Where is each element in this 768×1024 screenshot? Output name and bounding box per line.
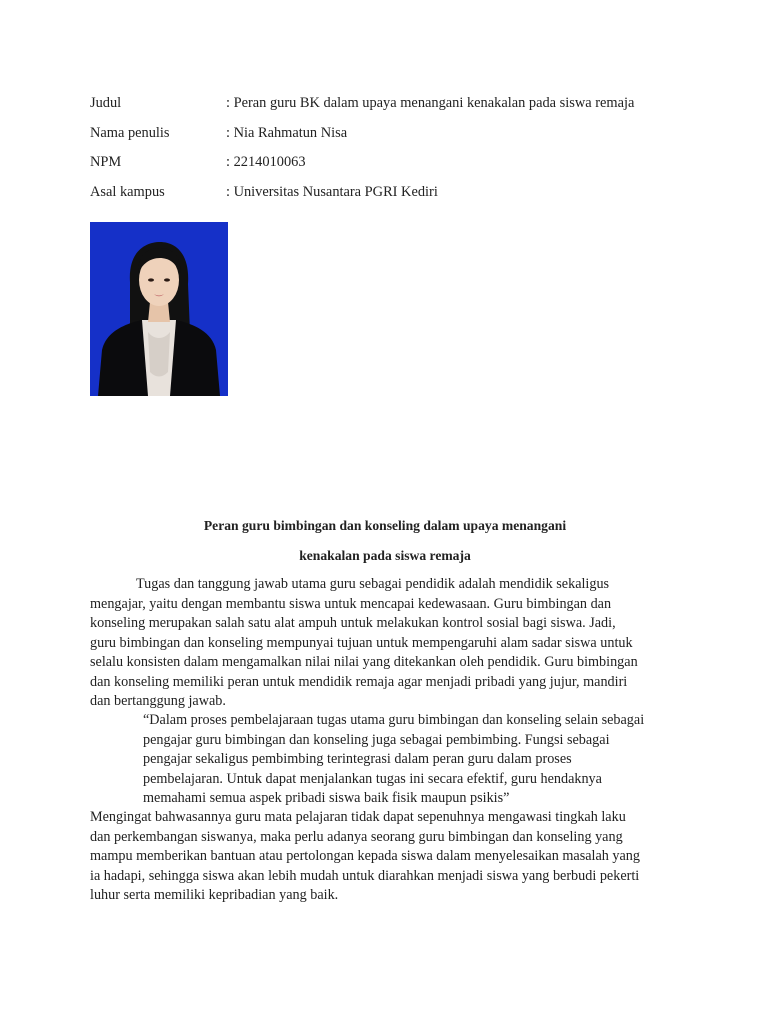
author-photo bbox=[90, 222, 228, 396]
article-title-line-2: kenakalan pada siswa remaja bbox=[299, 548, 471, 563]
paragraph-line: dan konseling memiliki peran untuk mendidik remaja agar menjadi pribadi yang jujur, mandiri bbox=[90, 673, 628, 690]
meta-label: Nama penulis bbox=[90, 124, 170, 141]
meta-value: : Universitas Nusantara PGRI Kediri bbox=[226, 183, 438, 200]
quote-line: pengajar sekaligus pembimbing terintegrasi dalam peran guru dalam proses bbox=[143, 751, 572, 767]
paragraph-2 bbox=[90, 808, 680, 906]
article-title-line-1: Peran guru bimbingan dan konseling dalam upaya menangani bbox=[203, 518, 567, 533]
paragraph-line: mengajar, yaitu dengan membantu siswa untuk mencapai kedewasaan. Guru bimbingan dan bbox=[90, 595, 612, 612]
quote-line: memahami semua aspek pribadi siswa baik fisik maupun psikis” bbox=[143, 790, 510, 806]
quote-line: “Dalam proses pembelajaraan tugas utama guru bimbingan dan konseling selain sebagai bbox=[143, 712, 645, 728]
meta-row-campus bbox=[90, 182, 690, 212]
paragraph-line: dan bertanggung jawab. bbox=[90, 693, 226, 709]
meta-value: : Peran guru BK dalam upaya menangani kenakalan pada siswa remaja bbox=[226, 95, 635, 111]
paragraph-line: luhur serta memiliki kepribadian yang baik. bbox=[90, 887, 339, 903]
metadata-table bbox=[90, 93, 690, 211]
block-quote bbox=[143, 711, 683, 809]
meta-value: : 2214010063 bbox=[226, 154, 306, 170]
meta-row-author bbox=[90, 123, 690, 153]
quote-line: pengajar guru bimbingan dan konseling juga sebagai pembimbing. Fungsi sebagai bbox=[143, 731, 610, 748]
paragraph-line: ia hadapi, sehingga siswa akan lebih mudah untuk diarahkan menjadi siswa yang berbudi pekerti bbox=[90, 867, 640, 884]
meta-label: Asal kampus bbox=[90, 183, 165, 200]
meta-label: NPM bbox=[90, 154, 122, 170]
paragraph-line: dan perkembangan siswanya, maka perlu adanya seorang guru bimbingan dan konseling yang bbox=[90, 828, 623, 845]
paragraph-line: Mengingat bahwasannya guru mata pelajaran tidak dapat sepenuhnya mengawasi tingkah laku bbox=[90, 809, 626, 825]
paragraph-line: guru bimbingan dan konseling mempunyai tujuan untuk mempengaruhi alam sadar siswa untuk bbox=[90, 634, 633, 651]
paragraph-line: selalu konsisten dalam mengamalkan nilai nilai yang ditekankan oleh pendidik. Guru bimbingan bbox=[90, 654, 638, 670]
meta-label: Judul bbox=[90, 95, 122, 111]
meta-row-title bbox=[90, 93, 690, 123]
meta-value: : Nia Rahmatun Nisa bbox=[226, 124, 348, 141]
author-portrait-image bbox=[90, 222, 228, 396]
paragraph-line: mampu memberikan bantuan atau pertolongan kepada siswa dalam menyelesaikan masalah yang bbox=[90, 848, 640, 864]
quote-line: pembelajaran. Untuk dapat menjalankan tugas ini secara efektif, guru hendaknya bbox=[143, 770, 602, 787]
paragraph-1 bbox=[90, 575, 680, 712]
paragraph-line: Tugas dan tanggung jawab utama guru sebagai pendidik adalah mendidik sekaligus bbox=[136, 576, 610, 592]
meta-row-npm bbox=[90, 152, 690, 182]
paragraph-line: konseling merupakan salah satu alat ampuh untuk melakukan kontrol sosial bagi siswa. Jadi, bbox=[90, 615, 616, 631]
